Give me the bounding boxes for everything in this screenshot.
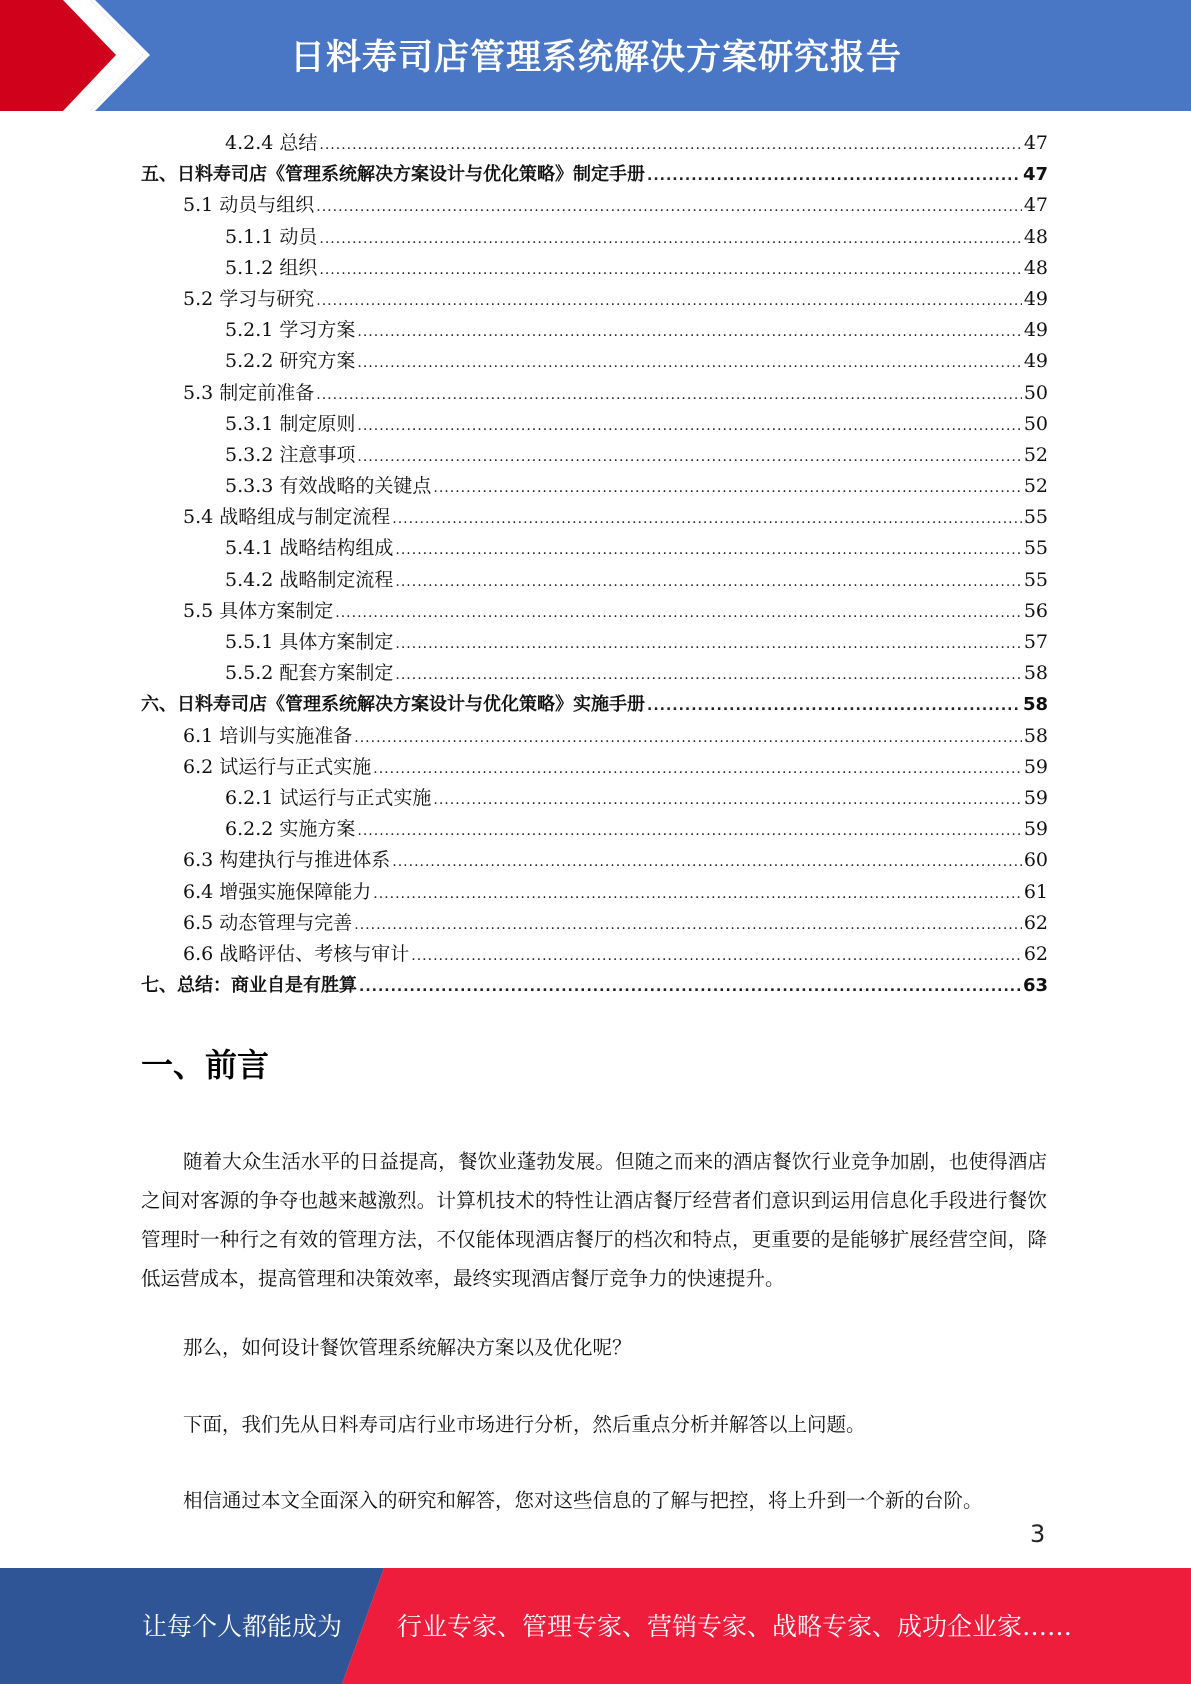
toc-leader-dots <box>319 130 1021 161</box>
toc-entry-page: 63 <box>1022 975 1048 997</box>
page-header <box>0 0 1191 111</box>
report-title: 日料寿司店管理系统解决方案研究报告 <box>290 38 903 78</box>
toc-entry[interactable] <box>141 752 1048 783</box>
toc-leader-dots <box>316 380 1022 411</box>
toc-leader-dots <box>357 442 1021 473</box>
toc-leader-dots <box>316 192 1022 223</box>
toc-entry-page: 57 <box>1023 631 1048 653</box>
toc-entry[interactable] <box>141 222 1048 253</box>
toc-entry-label: 6.3 构建执行与推进体系 <box>183 849 391 872</box>
intro-paragraph-2: 那么，如何设计餐饮管理系统解决方案以及优化呢？ <box>183 1336 632 1359</box>
toc-entry-page: 59 <box>1023 818 1048 841</box>
toc-entry-page: 59 <box>1023 786 1048 809</box>
toc-leader-dots <box>359 972 1021 1003</box>
intro-paragraph-4: 相信通过本文全面深入的研究和解答，您对这些信息的了解与把控，将上升到一个新的台阶。 <box>183 1489 983 1512</box>
toc-entry-label: 5.4.2 战略制定流程 <box>225 568 394 591</box>
section-heading: 一、前言 <box>141 1046 270 1084</box>
toc-entry-label: 5.1.2 组织 <box>225 256 318 279</box>
toc-entry-page: 58 <box>1022 694 1048 716</box>
toc-entry[interactable] <box>141 596 1048 627</box>
toc-entry-page: 47 <box>1022 164 1048 186</box>
toc-entry[interactable] <box>141 783 1048 814</box>
toc-leader-dots <box>373 754 1022 785</box>
toc-entry-label: 五、日料寿司店《管理系统解决方案设计与优化策略》制定手册 <box>141 164 645 186</box>
toc-leader-dots <box>357 411 1021 442</box>
toc-entry-label: 5.3 制定前准备 <box>183 381 315 404</box>
toc-entry-page: 48 <box>1023 225 1048 248</box>
toc-entry[interactable] <box>141 190 1048 221</box>
toc-entry-label: 5.5 具体方案制定 <box>183 599 334 622</box>
toc-entry-page: 48 <box>1023 256 1048 279</box>
toc-entry-label: 6.2.1 试运行与正式实施 <box>225 786 432 809</box>
toc-entry-label: 5.1 动员与组织 <box>183 194 315 217</box>
toc-entry-page: 50 <box>1023 381 1048 404</box>
toc-entry-label: 6.4 增强实施保障能力 <box>183 880 372 903</box>
toc-leader-dots <box>319 224 1021 255</box>
toc-entry-page: 56 <box>1023 599 1048 622</box>
toc-entry[interactable] <box>141 502 1048 533</box>
footer-slogan-left: 让每个人都能成为 <box>142 1612 343 1641</box>
toc-entry-label: 5.3.2 注意事项 <box>225 443 356 466</box>
toc-entry[interactable] <box>141 284 1048 315</box>
toc-leader-dots <box>395 660 1021 691</box>
toc-leader-dots <box>395 567 1021 598</box>
toc-entry[interactable] <box>141 128 1048 159</box>
toc-entry-page: 60 <box>1023 849 1048 872</box>
toc-entry[interactable] <box>141 471 1048 502</box>
toc-entry[interactable] <box>141 877 1048 908</box>
toc-entry-page: 55 <box>1023 568 1048 591</box>
toc-entry-page: 61 <box>1023 880 1048 903</box>
toc-leader-dots <box>357 348 1021 379</box>
toc-leader-dots <box>395 535 1021 566</box>
toc-entry-label: 6.1 培训与实施准备 <box>183 724 353 747</box>
toc-entry[interactable] <box>141 565 1048 596</box>
toc-entry-label: 6.5 动态管理与完善 <box>183 911 353 934</box>
toc-entry-page: 58 <box>1023 724 1048 747</box>
toc-entry-label: 4.2.4 总结 <box>225 132 318 154</box>
toc-entry-page: 47 <box>1023 194 1048 217</box>
toc-leader-dots <box>392 847 1022 878</box>
toc-leader-dots <box>357 317 1021 348</box>
toc-entry[interactable] <box>141 689 1048 720</box>
toc-entry-page: 62 <box>1023 942 1048 965</box>
toc-entry[interactable] <box>141 440 1048 471</box>
toc-entry-label: 5.2.2 研究方案 <box>225 350 356 373</box>
toc-entry-label: 5.3.1 制定原则 <box>225 412 356 435</box>
toc-entry-label: 5.3.3 有效战略的关键点 <box>225 475 432 498</box>
toc-entry-page: 62 <box>1023 911 1048 934</box>
toc-leader-dots <box>354 723 1022 754</box>
toc-leader-dots <box>395 629 1021 660</box>
toc-entry[interactable] <box>141 845 1048 876</box>
toc-entry[interactable] <box>141 908 1048 939</box>
toc-entry-page: 58 <box>1023 662 1048 685</box>
toc-entry-label: 5.5.2 配套方案制定 <box>225 662 394 685</box>
toc-entry[interactable] <box>141 409 1048 440</box>
toc-leader-dots <box>319 255 1021 286</box>
toc-entry-page: 49 <box>1023 350 1048 373</box>
toc-entry[interactable] <box>141 658 1048 689</box>
toc-entry-page: 47 <box>1023 132 1048 154</box>
toc-entry-page: 55 <box>1023 537 1048 560</box>
toc-entry-page: 52 <box>1023 475 1048 498</box>
toc-entry-label: 6.6 战略评估、考核与审计 <box>183 942 410 965</box>
toc-entry-label: 6.2 试运行与正式实施 <box>183 755 372 778</box>
toc-entry-label: 5.4 战略组成与制定流程 <box>183 506 391 529</box>
toc-leader-dots <box>411 941 1022 972</box>
toc-leader-dots <box>433 473 1021 504</box>
intro-paragraph-3: 下面，我们先从日料寿司店行业市场进行分析，然后重点分析并解答以上问题。 <box>183 1413 866 1436</box>
toc-entry[interactable] <box>141 939 1048 970</box>
toc-entry[interactable] <box>141 970 1048 1001</box>
toc-entry-label: 5.2 学习与研究 <box>183 287 315 310</box>
toc-leader-dots <box>392 504 1022 535</box>
toc-entry[interactable] <box>141 253 1048 284</box>
toc-entry[interactable] <box>141 721 1048 752</box>
toc-leader-dots <box>647 161 1021 192</box>
toc-entry[interactable] <box>141 315 1048 346</box>
toc-leader-dots <box>373 879 1022 910</box>
table-of-contents <box>141 128 1048 1001</box>
toc-entry-label: 六、日料寿司店《管理系统解决方案设计与优化策略》实施手册 <box>141 694 645 716</box>
toc-entry-page: 49 <box>1023 319 1048 342</box>
toc-entry-page: 49 <box>1023 287 1048 310</box>
toc-entry-label: 5.4.1 战略结构组成 <box>225 537 394 560</box>
intro-paragraph-1: 随着大众生活水平的日益提高，餐饮业蓬勃发展。但随之而来的酒店餐饮行业竞争加剧，也使得酒店之间对客源的争夺也越来越激烈。计算机技术的特性让酒店餐厅经营者们意识到运用信息化手段进行餐饮管理时一种行之有效的管理方法，不仅能体现酒店餐厅的档次和特点，更重要的是能够扩展经营空间，降低运营成本，提高管理和决策效率，最终实现酒店餐厅竞争力的快速提升。 <box>141 1150 1047 1290</box>
toc-leader-dots <box>354 910 1022 941</box>
toc-entry-label: 5.1.1 动员 <box>225 225 318 248</box>
toc-entry[interactable] <box>141 346 1048 377</box>
toc-entry-label: 5.5.1 具体方案制定 <box>225 631 394 653</box>
toc-entry-label: 6.2.2 实施方案 <box>225 818 356 841</box>
page-footer <box>0 1568 1191 1684</box>
toc-leader-dots <box>647 691 1021 722</box>
toc-entry-label: 七、总结：商业自是有胜算 <box>141 975 357 997</box>
toc-entry-page: 52 <box>1023 443 1048 466</box>
toc-entry[interactable] <box>141 378 1048 409</box>
toc-entry[interactable] <box>141 159 1048 190</box>
toc-entry[interactable] <box>141 814 1048 845</box>
toc-entry-label: 5.2.1 学习方案 <box>225 319 356 342</box>
toc-leader-dots <box>433 785 1021 816</box>
toc-leader-dots <box>316 286 1022 317</box>
toc-entry-page: 50 <box>1023 412 1048 435</box>
toc-leader-dots <box>335 598 1022 629</box>
toc-entry[interactable] <box>141 533 1048 564</box>
footer-slogan-right: 行业专家、管理专家、营销专家、战略专家、成功企业家…… <box>397 1612 1073 1641</box>
toc-leader-dots <box>357 816 1021 847</box>
toc-entry-page: 59 <box>1023 755 1048 778</box>
toc-entry-page: 55 <box>1023 506 1048 529</box>
toc-entry[interactable] <box>141 627 1048 658</box>
page-number: 3 <box>1030 1520 1046 1548</box>
